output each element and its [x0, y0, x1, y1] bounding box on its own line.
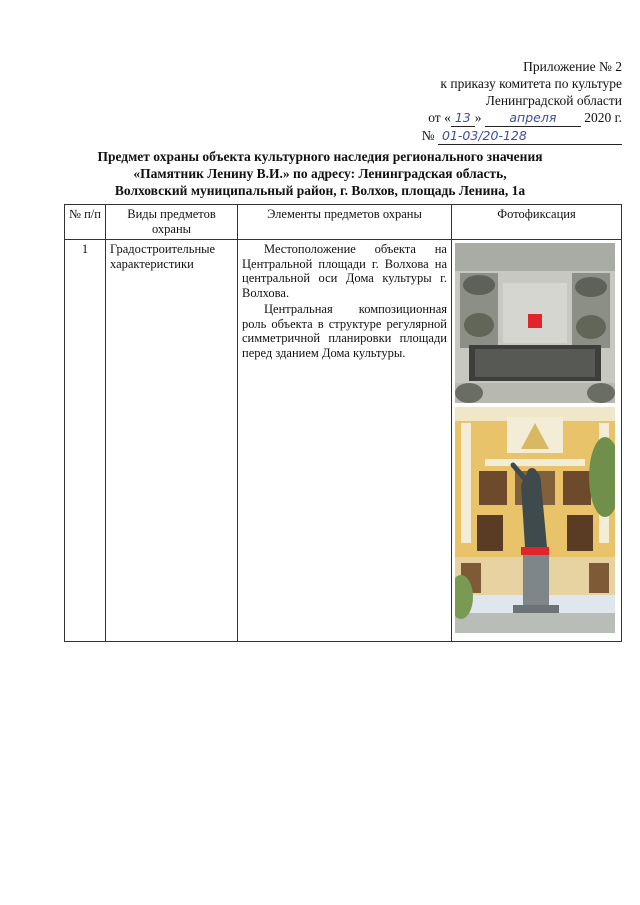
row-elements	[238, 240, 452, 642]
annex-title: Приложение № 2	[523, 59, 622, 74]
annex-region: Ленинградской области	[485, 93, 622, 108]
annex-order-line: к приказу комитета по культуре	[440, 76, 622, 91]
title-line-2: «Памятник Ленину В.И.» по адресу: Ленинградская область,	[133, 166, 507, 181]
document-title	[30, 148, 610, 199]
date-mid: »	[474, 110, 482, 125]
header-kind: Виды предметов охраны	[106, 205, 238, 240]
header-photo: Фотофиксация	[452, 205, 622, 240]
order-number: 01-03/20-128	[438, 127, 622, 145]
header-elements: Элементы предметов охраны	[238, 205, 452, 240]
element-paragraph-2: Центральная композиционная роль объекта в структуре регулярной симметричной планировки площади перед зданием Дома культуры.	[242, 302, 447, 360]
protection-table	[64, 204, 622, 642]
row-num: 1	[65, 240, 106, 642]
title-line-1: Предмет охраны объекта культурного наследия регионального значения	[97, 149, 543, 164]
table-header-row	[65, 205, 622, 240]
header-num: № п/п	[65, 205, 106, 240]
date-month: апреля	[485, 109, 581, 127]
row-kind: Градостроительные характеристики	[106, 240, 238, 642]
annex-header	[422, 58, 622, 145]
element-paragraph-1: Местоположение объекта на Центральной площади г. Волхова на центральной оси Дома культуры г. Волхова.	[242, 242, 447, 300]
table-row	[65, 240, 622, 642]
annex-date	[422, 109, 622, 127]
aerial-photo	[455, 243, 615, 403]
number-prefix: №	[421, 128, 435, 143]
title-line-3: Волховский муниципальный район, г. Волхов, площадь Ленина, 1а	[114, 183, 526, 198]
annex-number	[422, 127, 622, 145]
monument-photo	[455, 407, 615, 633]
row-photos	[452, 240, 622, 642]
date-year: 2020 г.	[584, 110, 622, 125]
date-day: 13	[451, 109, 475, 127]
date-prefix: от «	[428, 110, 451, 125]
